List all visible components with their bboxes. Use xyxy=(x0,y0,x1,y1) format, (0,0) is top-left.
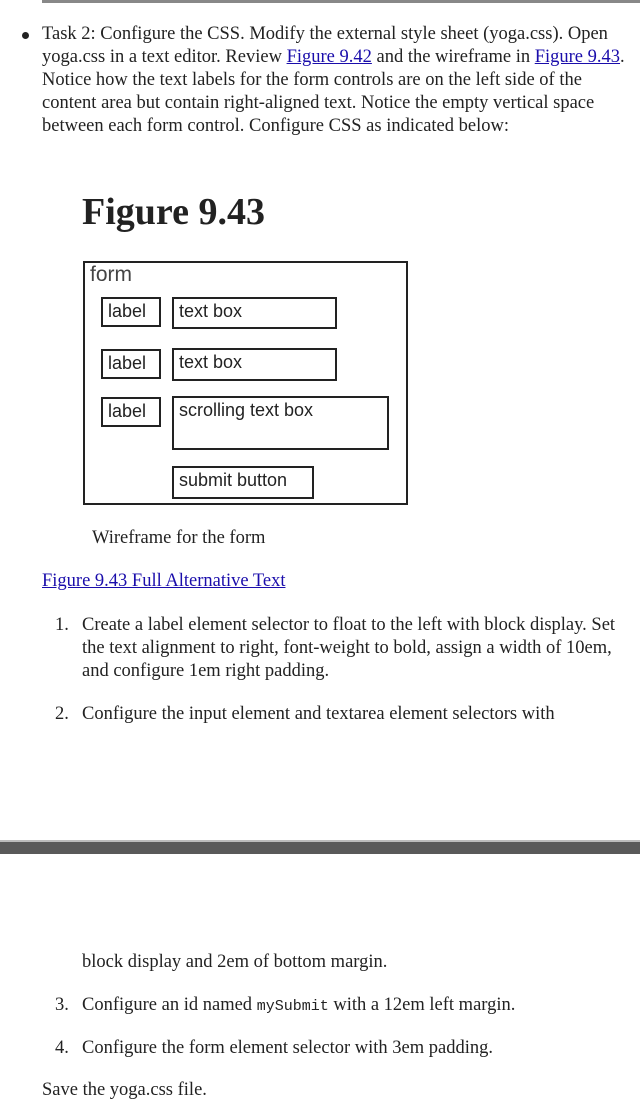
wireframe-text-box: text box xyxy=(172,348,337,381)
step-text: Configure the form element selector with 3em padding. xyxy=(82,1038,493,1058)
alt-text-link[interactable]: Figure 9.43 Full Alternative Text xyxy=(42,571,286,591)
step-text xyxy=(82,994,625,1018)
task-text: Task 2: Configure the CSS. Modify the external style sheet (yoga.css). Open yoga.css in a text editor. Review xyxy=(42,24,608,67)
step-2 xyxy=(55,703,625,726)
step-number: 1. xyxy=(55,615,69,635)
step-text: block display and 2em of bottom margin. xyxy=(82,952,388,972)
form-wireframe xyxy=(83,261,408,505)
task-2-paragraph xyxy=(42,23,632,138)
wireframe-label: label xyxy=(101,297,161,327)
step-text-part: Configure an id named xyxy=(82,995,257,1015)
wireframe-submit-button: submit button xyxy=(172,466,314,499)
save-instruction: Save the yoga.css file. xyxy=(42,1080,207,1100)
wireframe-text-box: text box xyxy=(172,297,337,329)
figure-9-43-link[interactable]: Figure 9.43 xyxy=(534,47,621,67)
figure-9-42-link[interactable]: Figure 9.42 xyxy=(286,47,372,67)
step-text-part: with a 12em left margin. xyxy=(328,995,516,1015)
bullet-icon xyxy=(22,32,29,39)
top-border xyxy=(42,0,640,3)
step-3 xyxy=(55,994,625,1018)
wireframe-label: label xyxy=(101,349,161,379)
step-1 xyxy=(55,614,625,683)
step-text: Create a label element selector to float to the left with block display. Set the text alignment to right, font-weight to bold, assign a width of 10em, and configure 1em right padding. xyxy=(82,615,616,681)
step-number: 3. xyxy=(55,995,69,1015)
task-text: and the wireframe in xyxy=(371,47,535,67)
step-text: Configure the input element and textarea element selectors with xyxy=(82,704,555,724)
step-4 xyxy=(55,1037,625,1060)
code-my-submit: mySubmit xyxy=(256,998,329,1015)
wireframe-label: label xyxy=(101,397,161,427)
wireframe-form-legend: form xyxy=(90,263,132,286)
step-2-continued xyxy=(55,951,625,974)
step-number: 2. xyxy=(55,704,69,724)
figure-title: Figure 9.43 xyxy=(82,191,265,233)
step-number: 4. xyxy=(55,1038,69,1058)
wireframe-scrolling-text-box: scrolling text box xyxy=(172,396,389,450)
figure-caption: Wireframe for the form xyxy=(92,528,266,548)
task-text: . Notice how the text labels for the form controls are on the left side of the content area but contain right-aligned text. Notice the empty vertical space between each form control. Configure CSS as indicated below: xyxy=(42,47,625,136)
page-divider xyxy=(0,840,640,854)
page-divider-highlight xyxy=(0,840,640,842)
